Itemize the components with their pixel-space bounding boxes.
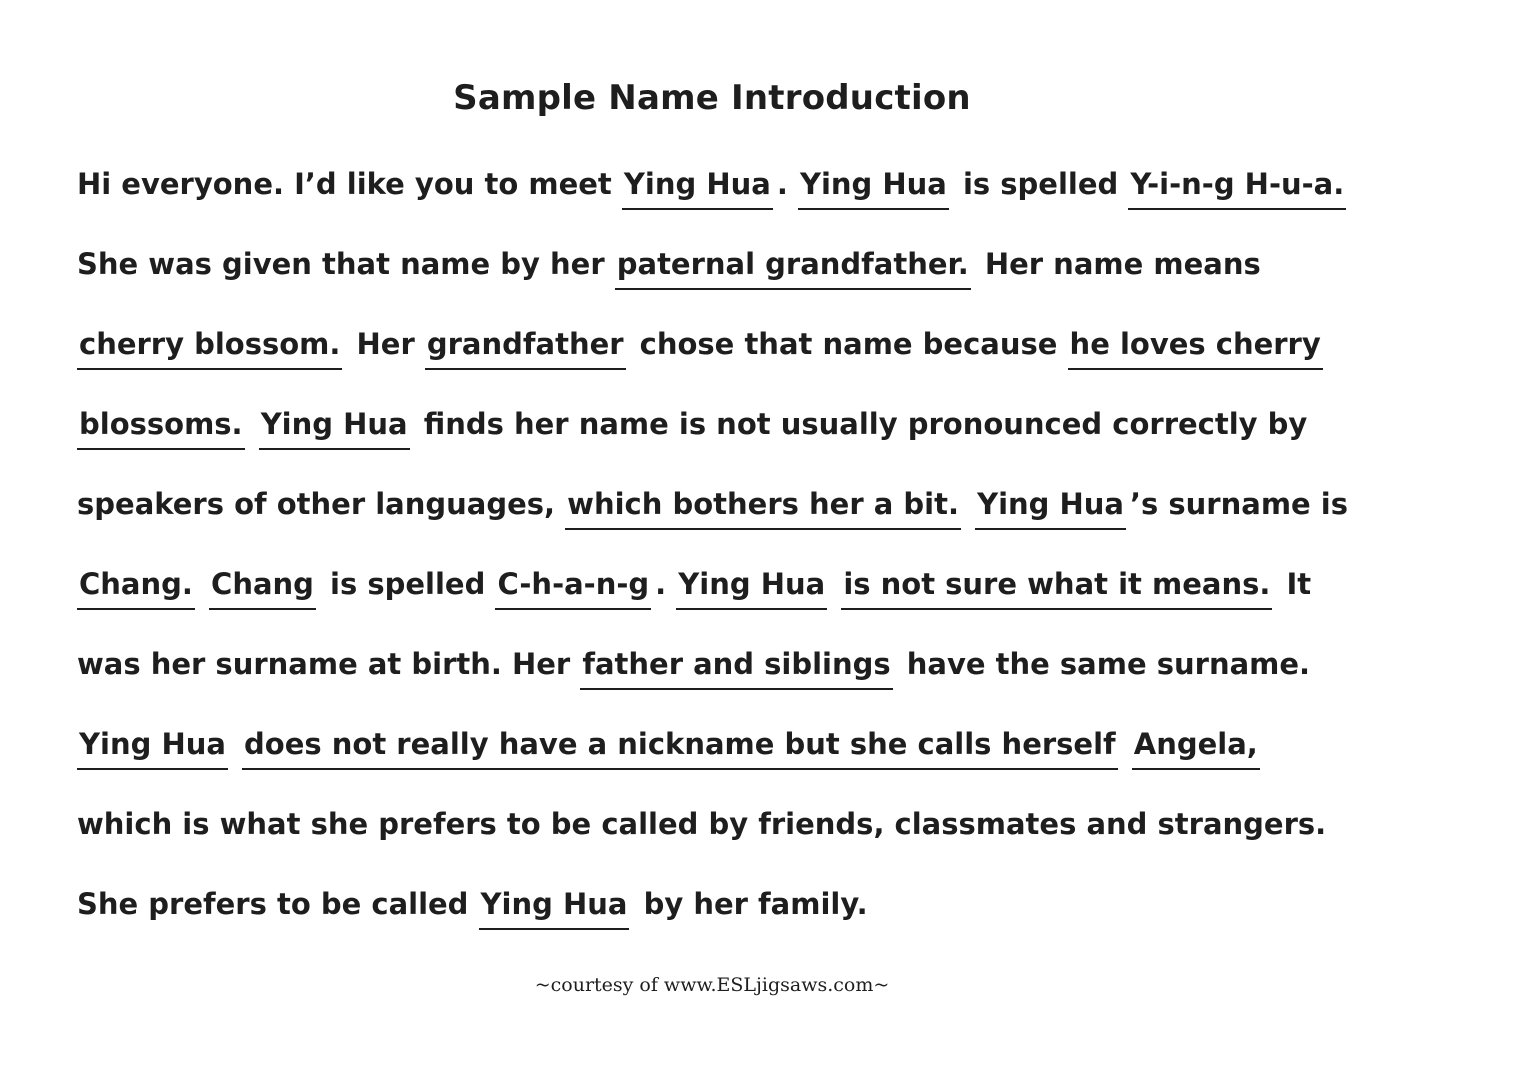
filled-blank: Ying Hua	[622, 166, 773, 210]
page-title: Sample Name Introduction	[453, 78, 971, 118]
passage-line	[77, 484, 1367, 524]
passage-text: by her family.	[633, 887, 868, 921]
filled-blank: Ying Hua	[77, 726, 228, 770]
filled-blank: blossoms.	[77, 406, 245, 450]
passage-text	[232, 727, 242, 761]
passage-text: Her name means	[974, 247, 1261, 281]
passage-line	[77, 724, 1367, 764]
passage-line	[77, 244, 1367, 284]
passage-text: chose that name because	[629, 327, 1068, 361]
passage-line	[77, 564, 1367, 604]
passage-text: ’s surname is	[1130, 487, 1348, 521]
filled-blank: Chang.	[77, 566, 195, 610]
passage-text: which is what she prefers to be called by friends, classmates and strangers.	[77, 807, 1327, 841]
filled-blank: is not sure what it means.	[841, 566, 1272, 610]
passage-line	[77, 644, 1367, 684]
passage-text	[249, 407, 259, 441]
filled-blank: Chang	[209, 566, 316, 610]
filled-blank: does not really have a nickname but she calls herself	[242, 726, 1118, 770]
filled-blank: Ying Hua	[798, 166, 949, 210]
filled-blank: Ying Hua	[975, 486, 1126, 530]
filled-blank: Ying Hua	[259, 406, 410, 450]
passage-text: .	[776, 167, 798, 201]
filled-blank: Ying Hua	[676, 566, 827, 610]
passage-text: It	[1276, 567, 1312, 601]
passage-text	[831, 567, 841, 601]
passage-text: have the same surname.	[896, 647, 1311, 681]
passage-text: Hi everyone. I’d like you to meet	[77, 167, 622, 201]
filled-blank: which bothers her a bit.	[565, 486, 961, 530]
filled-blank: Angela,	[1132, 726, 1260, 770]
passage-line	[77, 404, 1367, 444]
filled-blank: he loves cherry	[1068, 326, 1323, 370]
passage-line	[77, 884, 1367, 924]
passage-text	[199, 567, 209, 601]
filled-blank: father and siblings	[580, 646, 892, 690]
passage-text: is spelled	[319, 567, 496, 601]
footer-credit: ~courtesy of www.ESLjigsaws.com~	[534, 974, 890, 996]
passage-line	[77, 324, 1367, 364]
passage-line	[77, 804, 1367, 844]
passage-text: is spelled	[952, 167, 1129, 201]
filled-blank: paternal grandfather.	[615, 246, 971, 290]
filled-blank: grandfather	[425, 326, 626, 370]
passage-text: She prefers to be called	[77, 887, 479, 921]
passage-text: .	[655, 567, 677, 601]
passage-text: was her surname at birth. Her	[77, 647, 581, 681]
passage-text: speakers of other languages,	[77, 487, 566, 521]
passage-text: finds her name is not usually pronounced correctly by	[413, 407, 1308, 441]
passage-text: Her	[346, 327, 425, 361]
passage-text: She was given that name by her	[77, 247, 615, 281]
filled-blank: C-h-a-n-g	[495, 566, 651, 610]
filled-blank: Y-i-n-g H-u-a.	[1128, 166, 1346, 210]
passage-text	[965, 487, 975, 521]
passage-line	[77, 164, 1367, 204]
filled-blank: Ying Hua	[479, 886, 630, 930]
filled-blank: cherry blossom.	[77, 326, 342, 370]
passage-text	[1122, 727, 1132, 761]
